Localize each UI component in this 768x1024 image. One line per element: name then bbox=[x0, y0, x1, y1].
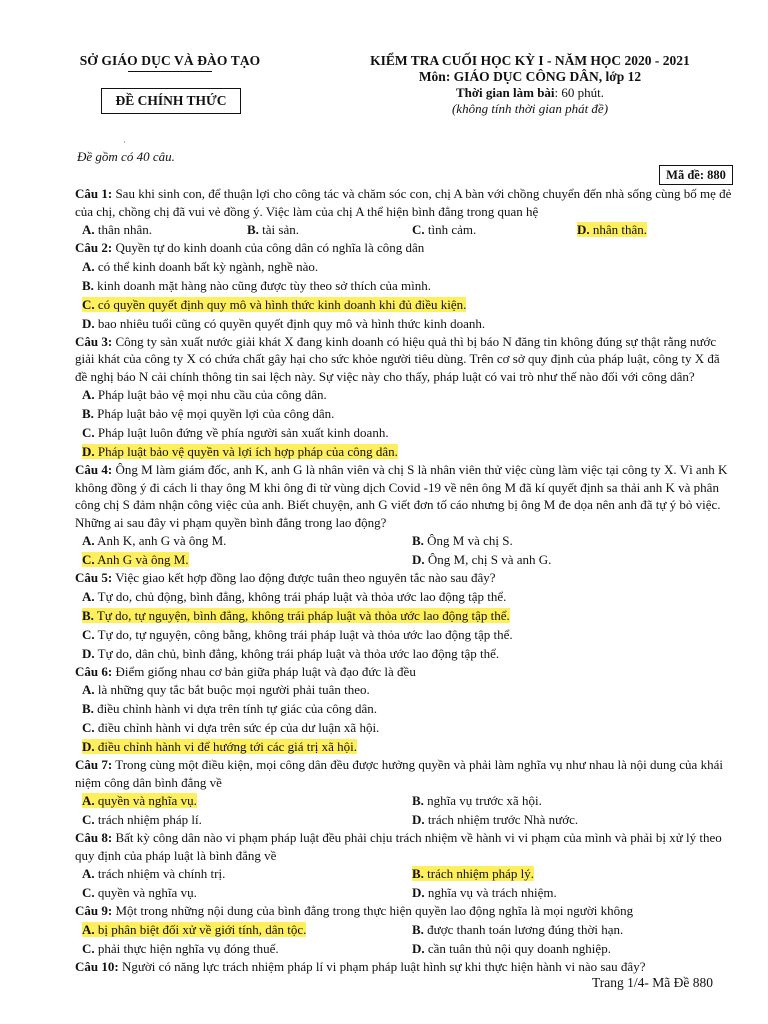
option-c bbox=[412, 220, 577, 239]
option-b bbox=[75, 606, 735, 625]
question-number: Câu 1: bbox=[75, 186, 113, 201]
question-7 bbox=[75, 756, 735, 791]
option-a bbox=[82, 791, 412, 810]
option-letter: B. bbox=[82, 406, 94, 421]
question-1 bbox=[75, 185, 735, 220]
question-number: Câu 4: bbox=[75, 462, 113, 477]
option-text: điều chỉnh hành vi để hướng tới các giá trị xã hội. bbox=[94, 739, 357, 754]
option-letter: B. bbox=[82, 607, 94, 623]
option-b bbox=[412, 531, 513, 550]
option-letter: C. bbox=[82, 296, 95, 312]
question-number: Câu 5: bbox=[75, 570, 113, 585]
exam-title: KIỂM TRA CUỐI HỌC KỲ I - NĂM HỌC 2020 - 2021 bbox=[370, 53, 690, 68]
option-letter: C. bbox=[82, 552, 95, 567]
question-4 bbox=[75, 461, 735, 531]
option-letter: C. bbox=[82, 940, 95, 956]
option-letter: A. bbox=[82, 533, 95, 548]
option-letter: A. bbox=[82, 921, 95, 937]
option-text: nghĩa vụ và trách nhiệm. bbox=[424, 885, 557, 900]
time-label: Thời gian làm bài bbox=[455, 85, 555, 100]
option-text: có quyền quyết định quy mô và hình thức kinh doanh khi đủ điều kiện. bbox=[94, 296, 467, 312]
option-d bbox=[75, 644, 735, 663]
option-text: Pháp luật bảo vệ mọi quyền lợi của công dân. bbox=[93, 406, 335, 421]
question-2 bbox=[75, 239, 735, 257]
option-a bbox=[82, 864, 412, 883]
exam-time bbox=[320, 85, 740, 101]
option-text: Pháp luật bảo vệ quyền và lợi ích hợp pháp của công dân. bbox=[94, 444, 398, 459]
option-c bbox=[75, 625, 735, 644]
option-letter: B. bbox=[412, 921, 424, 937]
option-a bbox=[82, 920, 412, 939]
option-text: bị phân biệt đối xử về giới tính, dân tộc. bbox=[94, 921, 307, 937]
option-letter: D. bbox=[412, 940, 425, 956]
option-text: Ông M, chị S và anh G. bbox=[424, 552, 552, 567]
option-text: Pháp luật luôn đứng về phía người sản xuất kinh doanh. bbox=[94, 425, 389, 440]
option-a bbox=[75, 680, 735, 699]
option-text: Anh G và ông M. bbox=[94, 552, 189, 567]
question-3 bbox=[75, 333, 735, 386]
option-text: tình cảm. bbox=[424, 222, 477, 237]
option-text: Tự do, tự nguyện, công bằng, không trái pháp luật và thỏa ước lao động tập thể. bbox=[94, 626, 513, 642]
question-9 bbox=[75, 902, 735, 920]
question-number: Câu 8: bbox=[75, 830, 113, 845]
option-a bbox=[82, 531, 412, 550]
options-row bbox=[75, 939, 735, 958]
option-text: có thể kinh doanh bất kỳ ngành, nghề nào. bbox=[94, 258, 319, 274]
options-row bbox=[75, 220, 735, 239]
option-b bbox=[75, 276, 735, 295]
question-text: Sau khi sinh con, để thuận lợi cho công tác và chăm sóc con, chị A bàn với chồng chuyển đến nhà sống cùng bố mẹ đẻ của chị, chồng chị đã vui vẻ đồng ý. Việc làm của chị A thể hiện bình đẳng trong quan hệ bbox=[75, 186, 732, 219]
department-name: SỞ GIÁO DỤC VÀ ĐÀO TẠO bbox=[79, 53, 261, 68]
question-text: Bất kỳ công dân nào vi phạm pháp luật đều phải chịu trách nhiệm về hành vi vi phạm của mình và phải bị xử lý theo quy định của pháp luật là bình đẳng về bbox=[75, 830, 722, 863]
option-c bbox=[82, 810, 412, 829]
question-count: Đề gồm có 40 câu. bbox=[77, 149, 175, 164]
question-number: Câu 10: bbox=[75, 958, 119, 974]
divider bbox=[128, 71, 212, 72]
time-note: (không tính thời gian phát đề) bbox=[451, 101, 609, 116]
option-text: Anh K, anh G và ông M. bbox=[94, 533, 227, 548]
option-text: Tự do, dân chủ, bình đẳng, không trái pháp luật và thỏa ước lao động tập thể. bbox=[94, 645, 500, 661]
option-letter: D. bbox=[82, 739, 95, 754]
question-10 bbox=[75, 958, 735, 976]
option-letter: B. bbox=[247, 222, 259, 237]
option-d bbox=[75, 442, 735, 461]
option-letter: C. bbox=[412, 222, 425, 237]
option-d bbox=[75, 737, 735, 756]
option-text: trách nhiệm và chính trị. bbox=[94, 866, 226, 881]
option-letter: B. bbox=[412, 793, 424, 808]
option-a bbox=[75, 587, 735, 606]
option-letter: D. bbox=[412, 552, 425, 567]
question-number: Câu 9: bbox=[75, 903, 113, 918]
question-6 bbox=[75, 663, 735, 681]
option-text: quyền và nghĩa vụ. bbox=[94, 793, 197, 808]
option-text: kinh doanh mặt hàng nào cũng được tùy theo sở thích của mình. bbox=[93, 277, 431, 293]
option-d bbox=[577, 220, 647, 239]
question-number: Câu 6: bbox=[75, 663, 113, 679]
option-text: Pháp luật bảo vệ mọi nhu cầu của công dân. bbox=[94, 387, 327, 402]
question-text: Trong cùng một điều kiện, mọi công dân đều được hưởng quyền và phải làm nghĩa vụ như nhau là nội dung của khái niệm công dân bình đẳng về bbox=[75, 757, 723, 790]
option-d bbox=[412, 810, 578, 829]
option-text: là những quy tắc bắt buộc mọi người phải tuân theo. bbox=[94, 682, 370, 697]
question-number: Câu 7: bbox=[75, 757, 113, 772]
question-text: Một trong những nội dung của bình đẳng trong thực hiện quyền lao động nghĩa là mọi người không bbox=[112, 903, 634, 918]
option-letter: D. bbox=[82, 315, 95, 331]
option-text: nghĩa vụ trước xã hội. bbox=[423, 793, 542, 808]
question-number: Câu 3: bbox=[75, 333, 113, 349]
option-text: Ông M và chị S. bbox=[423, 533, 513, 548]
questions-container bbox=[75, 185, 735, 975]
option-text: bao nhiêu tuổi cũng có quyền quyết định quy mô và hình thức kinh doanh. bbox=[94, 315, 486, 331]
option-c bbox=[75, 295, 735, 314]
options-row bbox=[75, 883, 735, 902]
option-a bbox=[75, 385, 735, 404]
option-letter: C. bbox=[82, 885, 95, 900]
option-letter: C. bbox=[82, 626, 95, 642]
options-row bbox=[75, 531, 735, 550]
option-b bbox=[412, 791, 542, 810]
option-a bbox=[75, 257, 735, 276]
question-5 bbox=[75, 569, 735, 587]
option-c bbox=[75, 423, 735, 442]
page-footer: Trang 1/4- Mã Đề 880 bbox=[592, 975, 713, 990]
option-text: trách nhiệm trước Nhà nước. bbox=[424, 812, 579, 827]
option-c bbox=[82, 939, 412, 958]
option-d bbox=[412, 550, 551, 569]
option-letter: D. bbox=[82, 645, 95, 661]
option-text: phải thực hiện nghĩa vụ đóng thuế. bbox=[94, 940, 279, 956]
option-text: trách nhiệm pháp lý. bbox=[423, 866, 535, 881]
option-letter: B. bbox=[412, 866, 424, 881]
question-8 bbox=[75, 829, 735, 864]
question-text: Quyền tự do kinh doanh của công dân có nghĩa là công dân bbox=[112, 240, 425, 255]
question-text: Việc giao kết hợp đồng lao động được tuân theo nguyên tắc nào sau đây? bbox=[112, 570, 496, 585]
option-b bbox=[247, 220, 412, 239]
option-d bbox=[412, 883, 557, 902]
scan-dot: · bbox=[123, 137, 126, 147]
option-letter: A. bbox=[82, 793, 95, 808]
option-letter: B. bbox=[412, 533, 424, 548]
options-row bbox=[75, 810, 735, 829]
official-stamp-box: ĐỀ CHÍNH THỨC bbox=[101, 88, 241, 114]
option-letter: A. bbox=[82, 588, 95, 604]
option-text: nhân thân. bbox=[589, 222, 648, 237]
option-letter: A. bbox=[82, 866, 95, 881]
option-text: điều chỉnh hành vi dựa trên tính tự giác của công dân. bbox=[93, 701, 377, 716]
option-text: điều chỉnh hành vi dựa trên sức ép của dư luận xã hội. bbox=[94, 720, 380, 735]
option-letter: A. bbox=[82, 258, 95, 274]
option-text: thân nhân. bbox=[94, 222, 153, 237]
option-text: Tự do, tự nguyện, bình đẳng, không trái pháp luật và thỏa ước lao động tập thể. bbox=[93, 607, 510, 623]
option-letter: D. bbox=[577, 222, 590, 237]
option-letter: C. bbox=[82, 812, 95, 827]
option-d bbox=[75, 314, 735, 333]
option-text: được thanh toán lương đúng thời hạn. bbox=[423, 921, 624, 937]
option-b bbox=[412, 920, 623, 939]
option-text: trách nhiệm pháp lí. bbox=[94, 812, 202, 827]
option-letter: C. bbox=[82, 720, 95, 735]
option-b bbox=[412, 864, 534, 883]
options-row bbox=[75, 864, 735, 883]
option-text: cần tuân thủ nội quy doanh nghiệp. bbox=[424, 940, 611, 956]
option-letter: A. bbox=[82, 682, 95, 697]
question-number: Câu 2: bbox=[75, 240, 113, 255]
option-letter: D. bbox=[82, 444, 95, 459]
option-letter: B. bbox=[82, 701, 94, 716]
option-letter: C. bbox=[82, 425, 95, 440]
option-letter: D. bbox=[412, 885, 425, 900]
option-c bbox=[82, 550, 412, 569]
option-d bbox=[412, 939, 611, 958]
option-b bbox=[75, 699, 735, 718]
exam-subject: Môn: GIÁO DỤC CÔNG DÂN, lớp 12 bbox=[418, 69, 642, 84]
question-text: Ông M làm giám đốc, anh K, anh G là nhân viên và chị S là nhân viên thử việc cùng làm việc tại công ty X. Vì anh K không đồng ý đi cách li thay ông M khi ông đi từ vùng dịch Covid -19 về nên ông M đã kí quyết định sa thải anh K và phân công chị S đảm nhận công việc của anh. Biết chuyện, anh G viết đơn tố cáo nhưng bị ông M đe dọa nên anh đã tự ý bỏ việc. Những ai sau đây vi phạm quyền bình đẳng trong lao động? bbox=[75, 462, 728, 530]
header-left bbox=[70, 53, 270, 72]
options-row bbox=[75, 550, 735, 569]
header-right bbox=[320, 53, 740, 117]
option-text: tài sản. bbox=[258, 222, 299, 237]
option-letter: A. bbox=[82, 387, 95, 402]
option-letter: A. bbox=[82, 222, 95, 237]
option-text: Tự do, chủ động, bình đẳng, không trái pháp luật và thỏa ước lao động tập thể. bbox=[94, 588, 507, 604]
options-row bbox=[75, 791, 735, 810]
option-c bbox=[75, 718, 735, 737]
question-text: Điểm giống nhau cơ bản giữa pháp luật và đạo đức là đều bbox=[112, 663, 416, 679]
option-b bbox=[75, 404, 735, 423]
exam-code-box: Mã đề: 880 bbox=[659, 165, 733, 185]
option-c bbox=[82, 883, 412, 902]
option-text: quyền và nghĩa vụ. bbox=[94, 885, 197, 900]
option-a bbox=[82, 220, 247, 239]
option-letter: B. bbox=[82, 277, 94, 293]
time-value: : 60 phút. bbox=[554, 85, 605, 100]
options-row bbox=[75, 920, 735, 939]
question-text: Công ty sản xuất nước giải khát X đang kinh doanh có hiệu quả thì bị báo N đăng tin không đúng sự thật rằng nước giải khát của công ty X có chứa chất gây hại cho sức khỏe người tiêu dùng. Trên cơ sở quy định của pháp luật, công ty X đã đề nghị báo N cải chính thông tin sai lệch này. Sự việc này cho thấy, pháp luật có vai trò như thế nào đối với công dân? bbox=[75, 333, 720, 384]
question-text: Người có năng lực trách nhiệm pháp lí vi phạm pháp luật hình sự khi thực hiện hành vi nào sau đây? bbox=[118, 958, 646, 974]
option-letter: D. bbox=[412, 812, 425, 827]
